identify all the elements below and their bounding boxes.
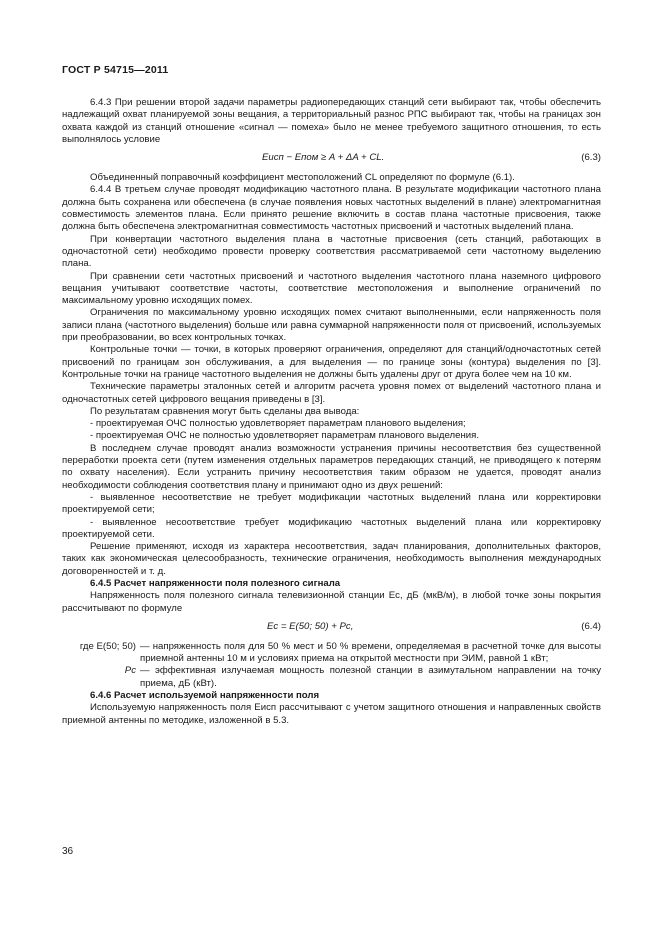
paragraph: Используемую напряженность поля Eисп рассчитывают с учетом защитного отношения и направленных свойств приемной антенны по методике, изложенной в 5.3. (62, 702, 601, 726)
list-item: - выявленное несоответствие не требует модификации частотных выделений плана или корректировки проектируемой сети; (62, 491, 601, 516)
definition-item (62, 665, 601, 690)
paragraph: Решение применяют, исходя из характера несоответствия, задач планирования, дополнительных факторов, таких как экономическая целесообразность, технические ограничения, необходимость выполнения международных договоренностей и т. д. (62, 541, 601, 577)
definition-text: — эффективная излучаемая мощность полезной станции в азимутальном направлении на точку приема, дБ (кВт). (140, 665, 601, 689)
section-heading-6-4-6: 6.4.6 Расчет используемой напряженности поля (90, 690, 320, 702)
equation-formula: Eисп − Eпом ≥ A + ΔA + CL. (262, 152, 385, 164)
equation-formula: Eс = E(50; 50) + Pс, (267, 620, 354, 632)
section-heading-6-4-5: 6.4.5 Расчет напряженности поля полезного сигнала (90, 577, 341, 589)
standard-header: ГОСТ Р 54715—2011 (62, 64, 169, 76)
paragraph: При конвертации частотного выделения плана в частотные присвоения (сеть станций, работающих в одночастотной сети) необходимо провести проверку соответствия рассматриваемой сети частотному выделению плана. (62, 233, 601, 270)
document-body (62, 97, 601, 727)
definition-symbol: где E(50; 50) (79, 640, 136, 652)
paragraph: В последнем случае проводят анализ возможности устранения причины несоответствия без существенной переработки проекта сети (путем изменения отдельных параметров передающих станций, не приводящего к потерям по охвату населения). Если устранить причину несоответствия таким образом не удается, проводят анализ необходимости соблюдения соответствия плану и принимают одно из двух решений: (62, 442, 601, 491)
paragraph-6-4-3: 6.4.3 При решении второй задачи параметры радиопередающих станций сети выбирают так, чтобы обеспечить надлежащий охват планируемой зоны вещания, а территориальный разнос РПС выбирают так, чтобы на границах зон охвата каждой из станций отношение «сигнал — помеха» было не менее требуемого защитного отношения, то есть выполнялось условие (62, 97, 601, 145)
equation-number: (6.3) (581, 152, 601, 164)
page-number: 36 (62, 846, 74, 857)
equation-number: (6.4) (581, 620, 601, 632)
paragraph: Напряженность поля полезного сигнала телевизионной станции Eс, дБ (мкВ/м), в любой точке зоны покрытия рассчитывают по формуле (62, 590, 601, 614)
paragraph: По результатам сравнения могут быть сделаны два вывода: (90, 405, 360, 417)
paragraph: Объединенный поправочный коэффициент местоположений CL определяют по формуле (6.1). (90, 172, 515, 184)
equation-6-4 (62, 615, 601, 641)
paragraph-6-4-4: 6.4.4 В третьем случае проводят модификацию частотного плана. В результате модификации частотного плана должна быть сохранена или обеспечена (в случае появления новых частотных выделений в плане) электромагнитная совместимость элементов плана. Если принято решение включить в состав плана частотные присвоения, также должна быть обеспечена электромагнитная совместимость частотных присвоений и частотных выделений плана. (62, 184, 601, 233)
paragraph: Ограничения по максимальному уровню исходящих помех считают выполненными, если напряженность поля записи плана (частотного выделения) больше или равна суммарной напряженности поля от присвоений, используемых при преобразовании, во всех контрольных точках. (62, 307, 601, 344)
list-item: - проектируемая ОЧС не полностью удовлетворяет параметрам планового выделения. (90, 430, 479, 442)
list-item: - проектируемая ОЧС полностью удовлетворяет параметрам планового выделения; (90, 418, 466, 430)
equation-6-3 (62, 146, 601, 172)
definition-text: — напряженность поля для 50 % мест и 50 % времени, определяемая в расчетной точке для высоты приемной антенны 10 м и условиях приема на открытой местности при ЭИМ, равной 1 кВт; (140, 640, 601, 665)
paragraph: Технические параметры эталонных сетей и алгоритм расчета уровня помех от выделений частотного плана и одночастотных сетей цифрового вещания приведены в [3]. (62, 381, 601, 405)
paragraph: Контрольные точки — точки, в которых проверяют ограничения, определяют для станций/одночастотных сетей присвоений по границам зон обслуживания, а для выделения — по границе зоны (контура) выделения по [3]. Контрольные точки на границе частотного выделения не должны быть удалены друг от друга более чем на 10 км. (62, 344, 601, 380)
paragraph: При сравнении сети частотных присвоений и частотного выделения частотного плана наземного цифрового вещания учитывают соответствие частоты, соответствие местоположения и выполнение ограничений по максимальному уровню исходящих помех. (62, 270, 601, 307)
list-item: - выявленное несоответствие требует модификацию частотных выделений плана или корректировку проектируемой сети. (62, 516, 601, 540)
definition-item (62, 641, 601, 666)
definition-symbol: Pс (124, 665, 136, 677)
